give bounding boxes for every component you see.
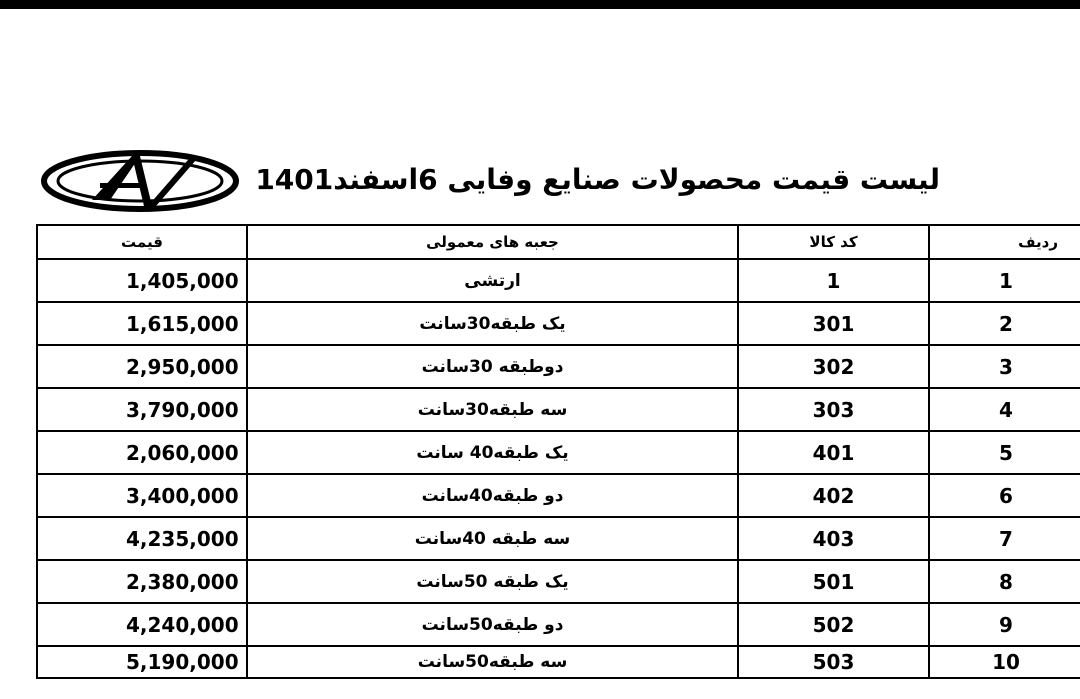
price-cell: 2,380,000 — [37, 560, 247, 603]
header-product: جعبه های معمولی — [247, 225, 738, 259]
code-cell: 303 — [738, 388, 929, 431]
price-cell: 3,790,000 — [37, 388, 247, 431]
row-number-cell: 5 — [929, 431, 1080, 474]
table-row — [37, 388, 1080, 431]
table-row — [37, 603, 1080, 646]
price-cell: 1,615,000 — [37, 302, 247, 345]
row-number-cell: 8 — [929, 560, 1080, 603]
product-cell: دو طبقه50سانت — [247, 603, 738, 646]
row-number-cell: 9 — [929, 603, 1080, 646]
code-cell: 301 — [738, 302, 929, 345]
table-header-row — [37, 225, 1080, 259]
table-row — [37, 474, 1080, 517]
row-number-cell: 10 — [929, 646, 1080, 678]
table-row — [37, 517, 1080, 560]
price-cell: 3,400,000 — [37, 474, 247, 517]
code-cell: 502 — [738, 603, 929, 646]
price-table — [36, 224, 1080, 679]
row-number-cell: 7 — [929, 517, 1080, 560]
table-row — [37, 302, 1080, 345]
row-number-cell: 3 — [929, 345, 1080, 388]
product-cell: سه طبقه30سانت — [247, 388, 738, 431]
price-cell: 4,240,000 — [37, 603, 247, 646]
product-cell: ارتشی — [247, 259, 738, 302]
row-number-cell: 6 — [929, 474, 1080, 517]
table-row — [37, 259, 1080, 302]
table-row — [37, 646, 1080, 678]
price-cell: 1,405,000 — [37, 259, 247, 302]
vafaei-logo — [40, 150, 240, 212]
header-code: کد کالا — [738, 225, 929, 259]
product-cell: یک طبقه40 سانت — [247, 431, 738, 474]
product-cell: یک طبقه30سانت — [247, 302, 738, 345]
product-cell: دوطبقه 30سانت — [247, 345, 738, 388]
code-cell: 403 — [738, 517, 929, 560]
header-row-number: ردیف — [929, 225, 1080, 259]
code-cell: 402 — [738, 474, 929, 517]
table-row — [37, 345, 1080, 388]
code-cell: 401 — [738, 431, 929, 474]
row-number-cell: 4 — [929, 388, 1080, 431]
row-number-cell: 1 — [929, 259, 1080, 302]
product-cell: یک طبقه 50سانت — [247, 560, 738, 603]
code-cell: 302 — [738, 345, 929, 388]
table-row — [37, 431, 1080, 474]
page-title: لیست قیمت محصولات صنایع وفایی 6اسفند1401 — [255, 163, 940, 196]
price-cell: 5,190,000 — [37, 646, 247, 678]
top-black-bar — [0, 0, 1080, 9]
product-cell: سه طبقه 40سانت — [247, 517, 738, 560]
product-cell: دو طبقه40سانت — [247, 474, 738, 517]
code-cell: 1 — [738, 259, 929, 302]
price-cell: 2,060,000 — [37, 431, 247, 474]
code-cell: 503 — [738, 646, 929, 678]
row-number-cell: 2 — [929, 302, 1080, 345]
price-cell: 4,235,000 — [37, 517, 247, 560]
code-cell: 501 — [738, 560, 929, 603]
header-price: قیمت — [37, 225, 247, 259]
table-row — [37, 560, 1080, 603]
price-cell: 2,950,000 — [37, 345, 247, 388]
product-cell: سه طبقه50سانت — [247, 646, 738, 678]
